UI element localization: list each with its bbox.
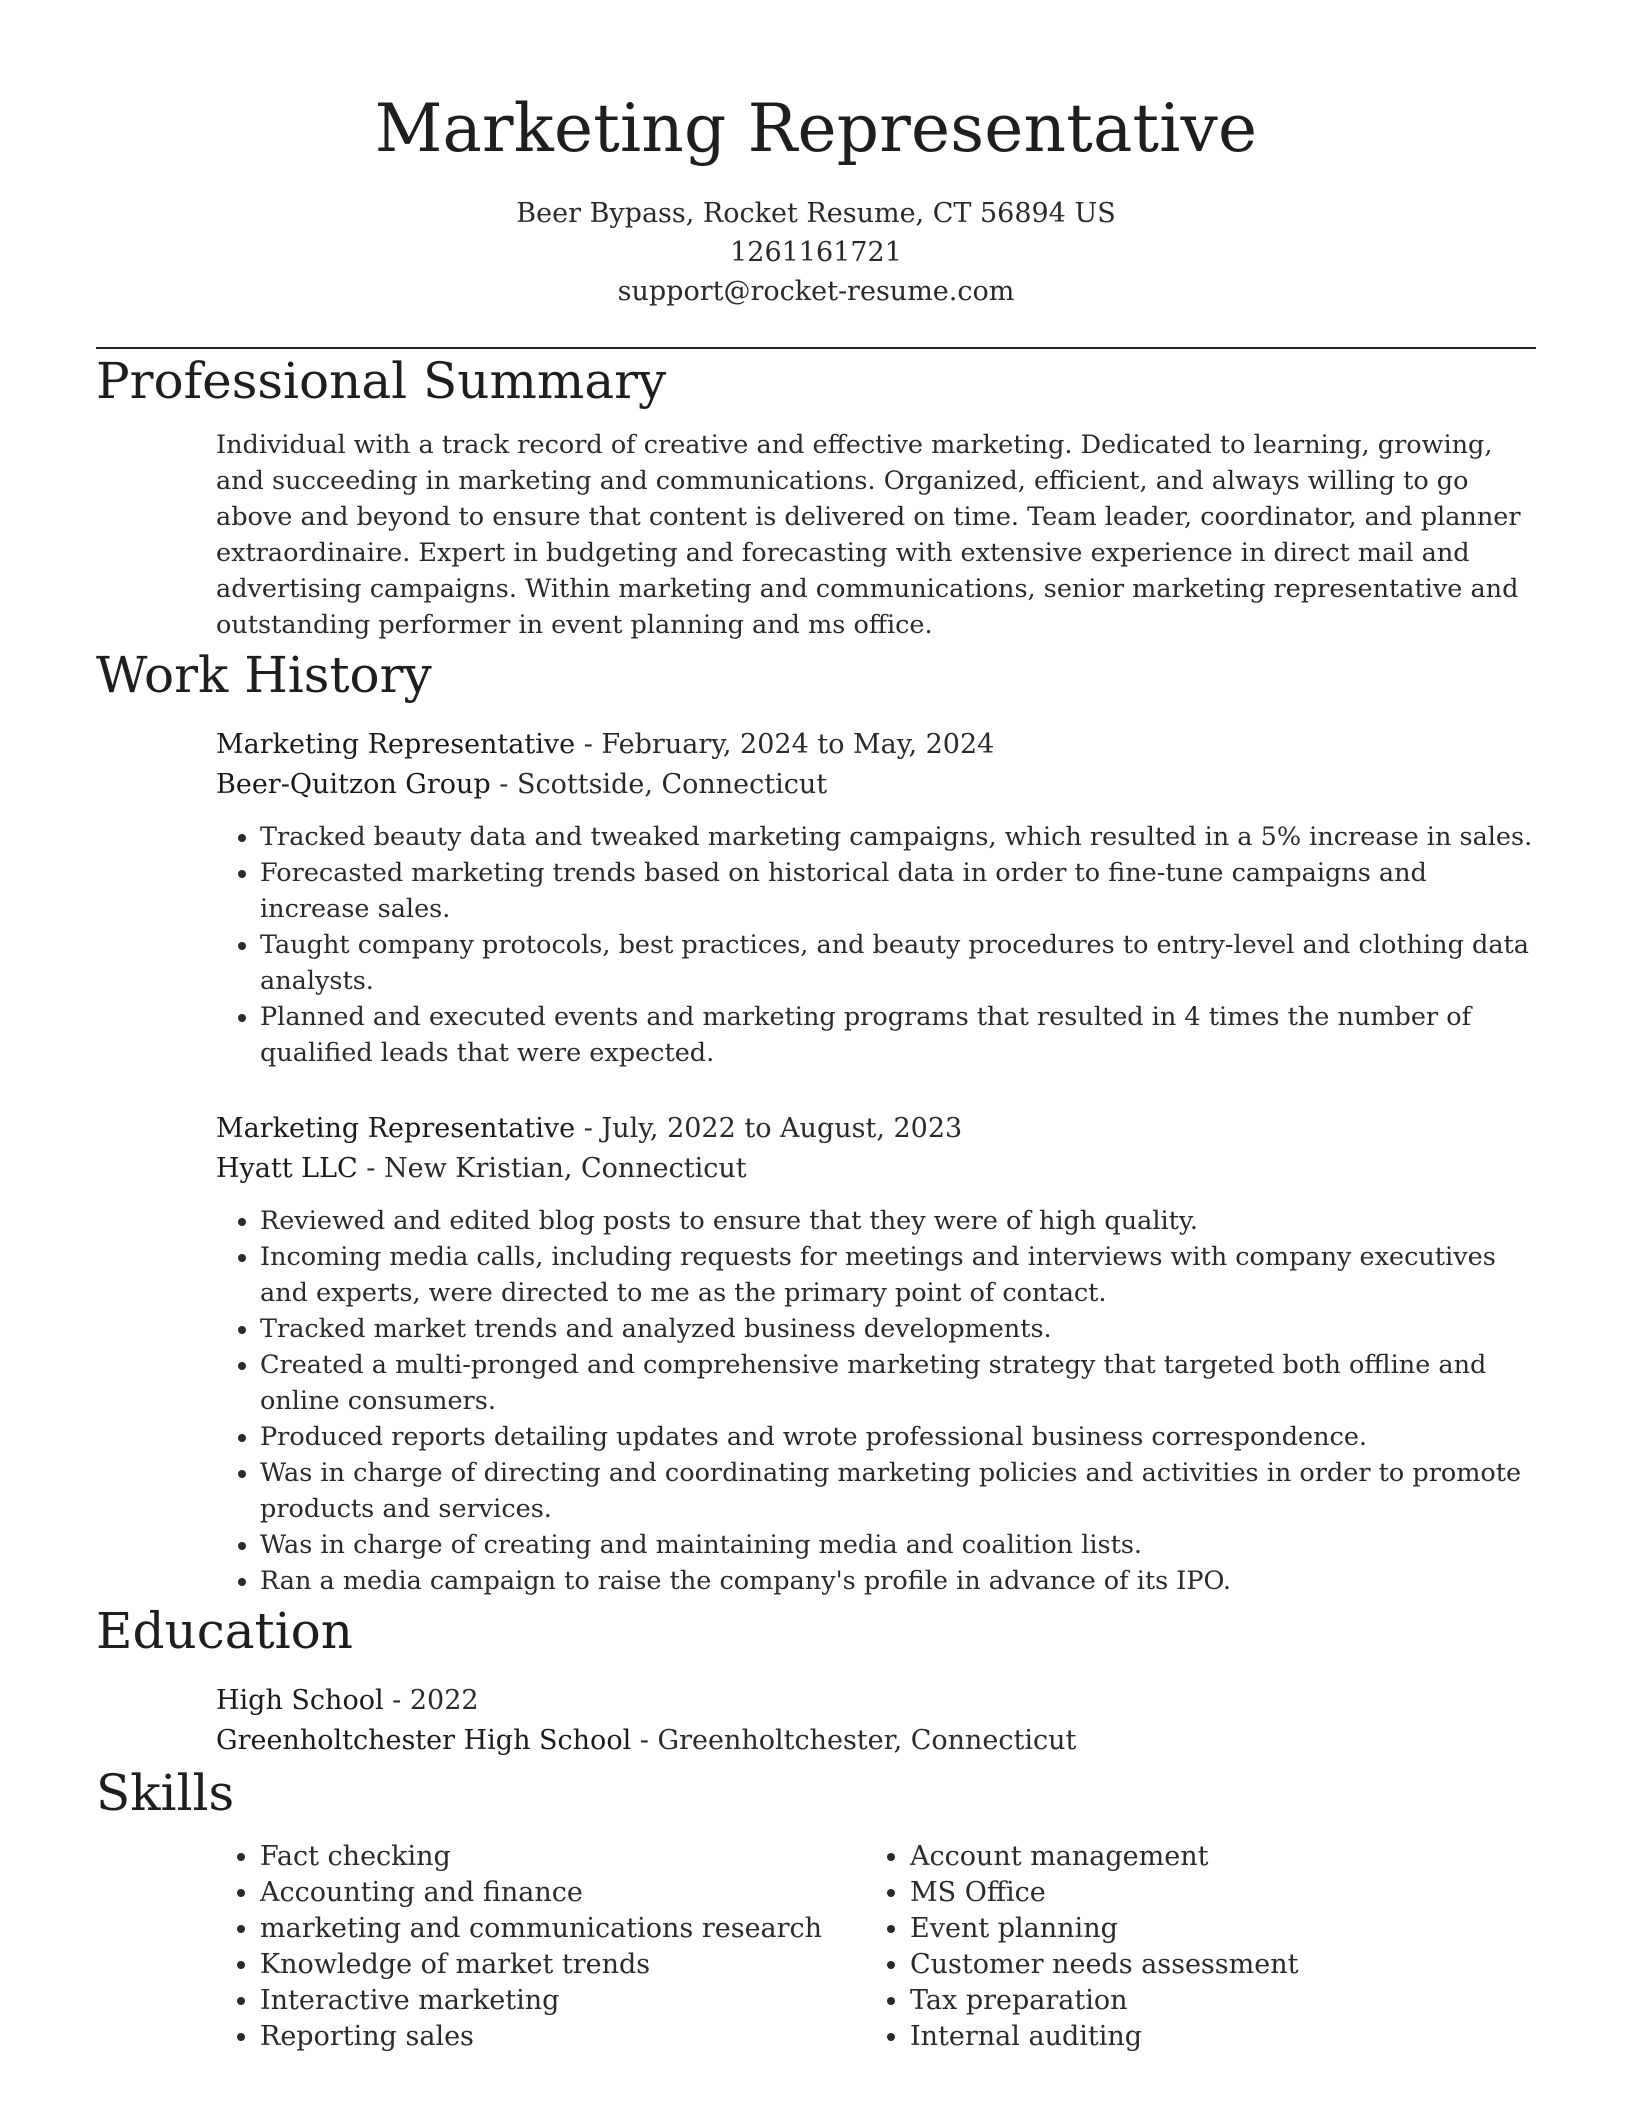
list-item: • marketing and communications research	[260, 1911, 866, 1947]
email-text: support@rocket-resume.com	[617, 276, 1015, 307]
address-text: Beer Bypass, Rocket Resume, CT 56894 US	[516, 198, 1116, 229]
list-item: • Planned and executed events and marketing programs that resulted in 4 times the number of qualified leads that were expected.	[260, 999, 1536, 1071]
candidate-title: Marketing Representative	[374, 90, 1258, 167]
job-company-line	[216, 1149, 1536, 1189]
skills-list-left	[216, 1839, 866, 2055]
education-school-line	[216, 1721, 1536, 1761]
job-title-line	[216, 725, 1536, 765]
resume-header	[96, 0, 1536, 311]
education-degree: High School	[216, 1685, 384, 1716]
job-title-line	[216, 1109, 1536, 1149]
section-heading-skills: Skills	[96, 1764, 235, 1822]
list-item: • Reviewed and edited blog posts to ensure that they were of high quality.	[260, 1203, 1536, 1239]
list-item: • MS Office	[910, 1875, 1516, 1911]
education-entry	[216, 1681, 1536, 1761]
list-item: • Created a multi-pronged and comprehensive marketing strategy that targeted both offline and online consumers.	[260, 1347, 1536, 1419]
job-dates: - February, 2024 to May, 2024	[575, 729, 995, 760]
list-item: • Forecasted marketing trends based on historical data in order to fine-tune campaigns and increase sales.	[260, 855, 1536, 927]
list-item: • Tax preparation	[910, 1983, 1516, 2019]
list-item: • Fact checking	[260, 1839, 866, 1875]
skills-list-right	[866, 1839, 1516, 2055]
list-item: • Interactive marketing	[260, 1983, 866, 2019]
summary-body	[216, 427, 1536, 643]
job-bullets	[216, 1203, 1536, 1599]
job-entry	[216, 1109, 1536, 1599]
job-dates: - July, 2022 to August, 2023	[575, 1113, 963, 1144]
summary-text: Individual with a track record of creative and effective marketing. Dedicated to learning, growing, and succeeding in marketing and communications. Organized, efficient, and always willing to go above and beyond to ensure that content is delivered on time. Team leader, coordinator, and planner extraordinaire. Expert in budgeting and forecasting with extensive experience in direct mail and advertising campaigns. Within marketing and communications, senior marketing representative and outstanding performer in event planning and ms office.	[216, 430, 1521, 640]
education-school: Greenholtchester High School	[216, 1725, 632, 1756]
list-item: • Taught company protocols, best practices, and beauty procedures to entry-level and clothing data analysts.	[260, 927, 1536, 999]
section-heading-work: Work History	[96, 646, 432, 704]
job-entry	[216, 725, 1536, 1071]
list-item: • Was in charge of creating and maintaining media and coalition lists.	[260, 1527, 1536, 1563]
list-item: • Ran a media campaign to raise the company's profile in advance of its IPO.	[260, 1563, 1536, 1599]
list-item: • Produced reports detailing updates and wrote professional business correspondence.	[260, 1419, 1536, 1455]
list-item: • Knowledge of market trends	[260, 1947, 866, 1983]
job-location: - Scottside, Connecticut	[490, 769, 828, 800]
education-location: - Greenholtchester, Connecticut	[631, 1725, 1077, 1756]
list-item: • Accounting and finance	[260, 1875, 866, 1911]
skills-columns	[216, 1839, 1536, 2055]
list-item: • Customer needs assessment	[910, 1947, 1516, 1983]
job-bullets	[216, 819, 1536, 1071]
list-item: • Incoming media calls, including requests for meetings and interviews with company executives and experts, were directed to me as the primary point of contact.	[260, 1239, 1536, 1311]
list-item: • Was in charge of directing and coordinating marketing policies and activities in order to promote products and services.	[260, 1455, 1536, 1527]
job-company: Hyatt LLC	[216, 1153, 358, 1184]
list-item: • Internal auditing	[910, 2019, 1516, 2055]
education-degree-line	[216, 1681, 1536, 1721]
section-heading-education: Education	[96, 1602, 353, 1660]
list-item: • Tracked beauty data and tweaked marketing campaigns, which resulted in a 5% increase in sales.	[260, 819, 1536, 855]
phone-text: 1261161721	[730, 237, 902, 268]
job-title: Marketing Representative	[216, 729, 576, 760]
list-item: • Reporting sales	[260, 2019, 866, 2055]
job-company-line	[216, 765, 1536, 805]
job-title: Marketing Representative	[216, 1113, 576, 1144]
job-company: Beer-Quitzon Group	[216, 769, 491, 800]
education-year: - 2022	[383, 1685, 479, 1716]
section-heading-summary: Professional Summary	[96, 352, 667, 410]
job-location: - New Kristian, Connecticut	[357, 1153, 747, 1184]
contact-block	[96, 194, 1536, 311]
list-item: • Event planning	[910, 1911, 1516, 1947]
list-item: • Account management	[910, 1839, 1516, 1875]
list-item: • Tracked market trends and analyzed business developments.	[260, 1311, 1536, 1347]
